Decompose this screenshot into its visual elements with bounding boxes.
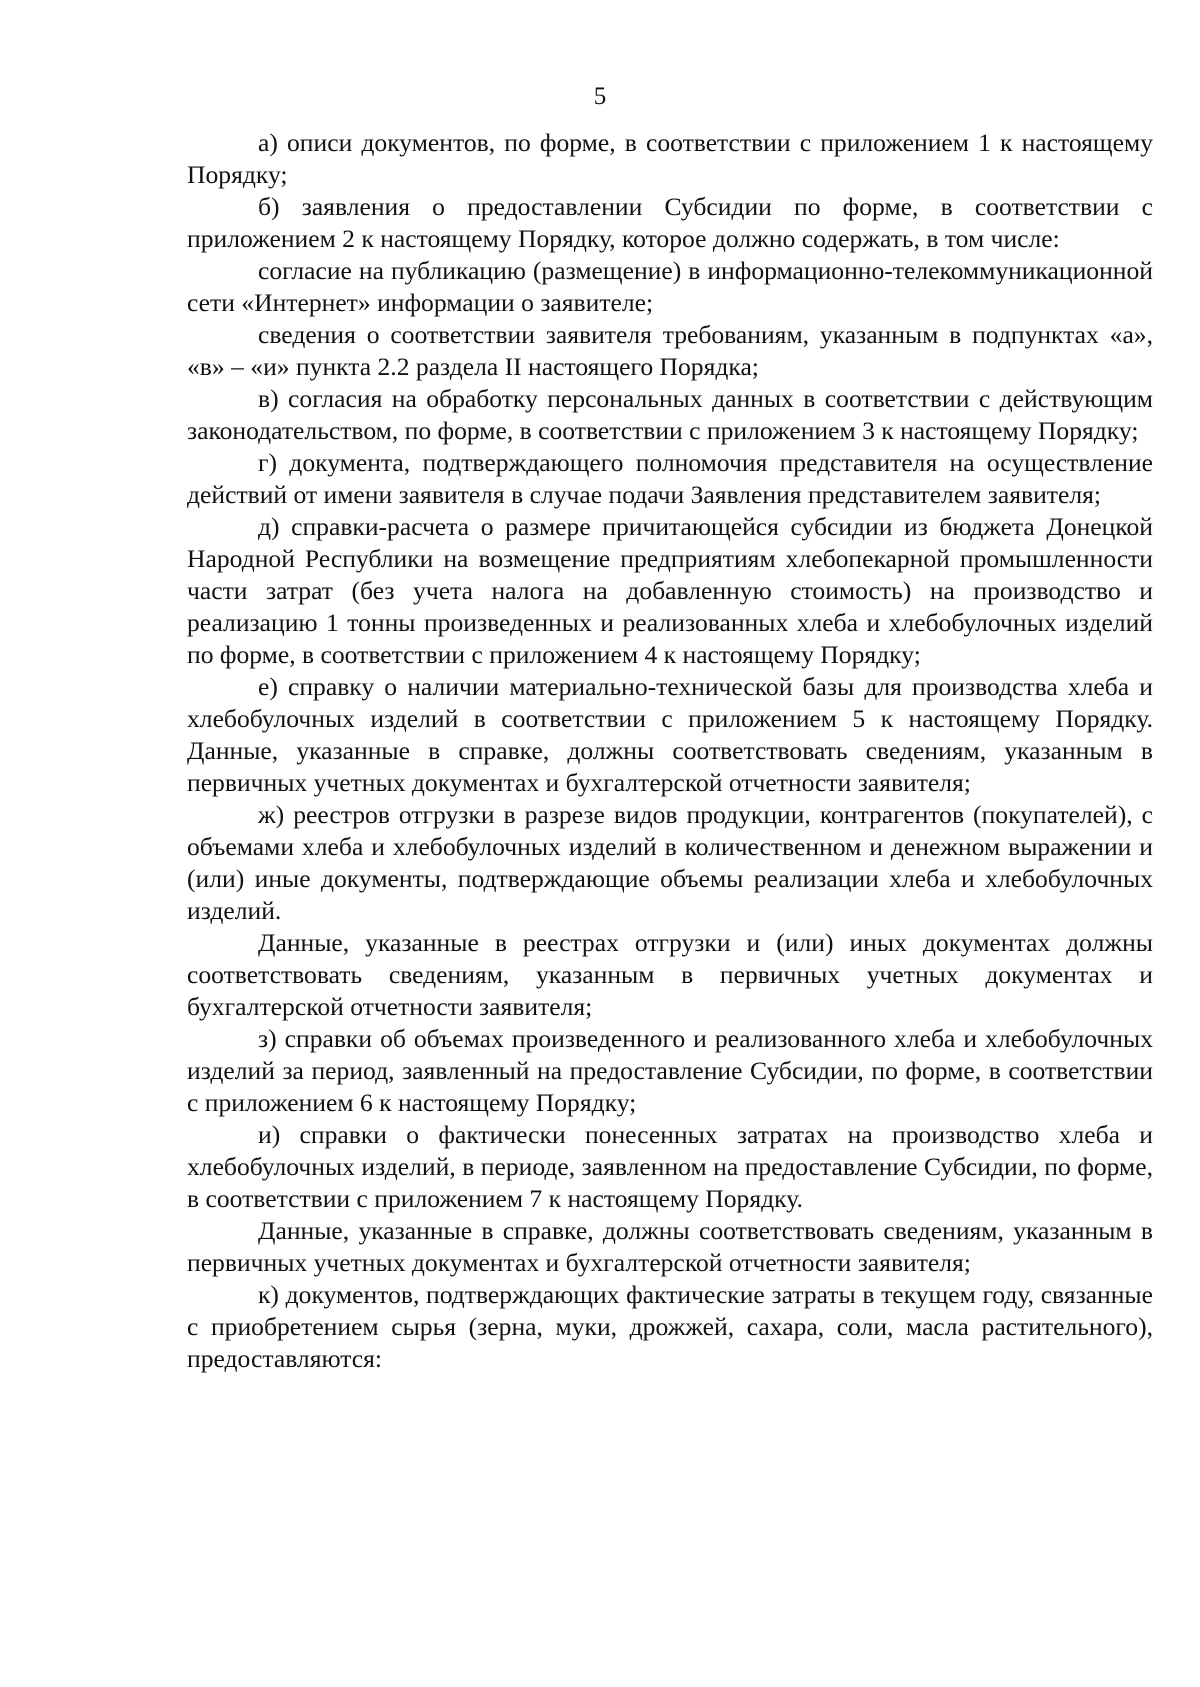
paragraph-i-actual-costs: и) справки о фактически понесенных затратах на производство хлеба и хлебобулочных изделий, в периоде, заявленном на предоставление Субсидии, по форме, в соответствии с приложением 7 к настоящему Порядку. xyxy=(187,1120,1153,1213)
paragraph-zh-shipment-registers: ж) реестров отгрузки в разрезе видов продукции, контрагентов (покупателей), с объемами хлеба и хлебобулочных изделий в количественном и денежном выражении и (или) иные документы, подтверждающие объемы реализации хлеба и хлебобулочных изделий. xyxy=(187,800,1153,925)
paragraph-z-production-volumes: з) справки об объемах произведенного и реализованного хлеба и хлебобулочных изделий за период, заявленный на предоставление Субсидии, по форме, в соответствии с приложением 6 к настоящему Порядку; xyxy=(187,1024,1153,1117)
page-number: 5 xyxy=(593,83,607,110)
paragraph-g-authority-document: г) документа, подтверждающего полномочия представителя на осуществление действий от имени заявителя в случае подачи Заявления представителем заявителя; xyxy=(187,448,1153,509)
paragraph-register-data: Данные, указанные в реестрах отгрузки и (или) иных документах должны соответствовать сведениям, указанным в первичных учетных документах и бухгалтерской отчетности заявителя; xyxy=(187,928,1153,1021)
paragraph-consent-publication: согласие на публикацию (размещение) в информационно-телекоммуникационной сети «Интернет» информации о заявителе; xyxy=(187,256,1153,317)
paragraph-compliance-info: сведения о соответствии заявителя требованиям, указанным в подпунктах «а», «в» – «и» пункта 2.2 раздела II настоящего Порядка; xyxy=(187,320,1153,381)
document-body xyxy=(187,127,1153,1375)
paragraph-b-application: б) заявления о предоставлении Субсидии по форме, в соответствии с приложением 2 к настоящему Порядку, которое должно содержать, в том числе: xyxy=(187,192,1153,253)
paragraph-e-material-base: е) справку о наличии материально-технической базы для производства хлеба и хлебобулочных изделий в соответствии с приложением 5 к настоящему Порядку. Данные, указанные в справке, должны соответствовать сведениям, указанным в первичных учетных документах и бухгалтерской отчетности заявителя; xyxy=(187,672,1153,797)
paragraph-d-calculation: д) справки-расчета о размере причитающейся субсидии из бюджета Донецкой Народной Республики на возмещение предприятиям хлебопекарной промышленности части затрат (без учета налога на добавленную стоимость) на производство и реализацию 1 тонны произведенных и реализованных хлеба и хлебобулочных изделий по форме, в соответствии с приложением 4 к настоящему Порядку; xyxy=(187,512,1153,669)
paragraph-v-personal-data: в) согласия на обработку персональных данных в соответствии с действующим законодательством, по форме, в соответствии с приложением 3 к настоящему Порядку; xyxy=(187,384,1153,445)
paragraph-k-raw-material-costs: к) документов, подтверждающих фактические затраты в текущем году, связанные с приобретением сырья (зерна, муки, дрожжей, сахара, соли, масла растительного), предоставляются: xyxy=(187,1280,1153,1373)
paragraph-certificate-data: Данные, указанные в справке, должны соответствовать сведениям, указанным в первичных учетных документах и бухгалтерской отчетности заявителя; xyxy=(187,1216,1153,1277)
paragraph-a-inventory: а) описи документов, по форме, в соответствии с приложением 1 к настоящему Порядку; xyxy=(187,128,1153,189)
